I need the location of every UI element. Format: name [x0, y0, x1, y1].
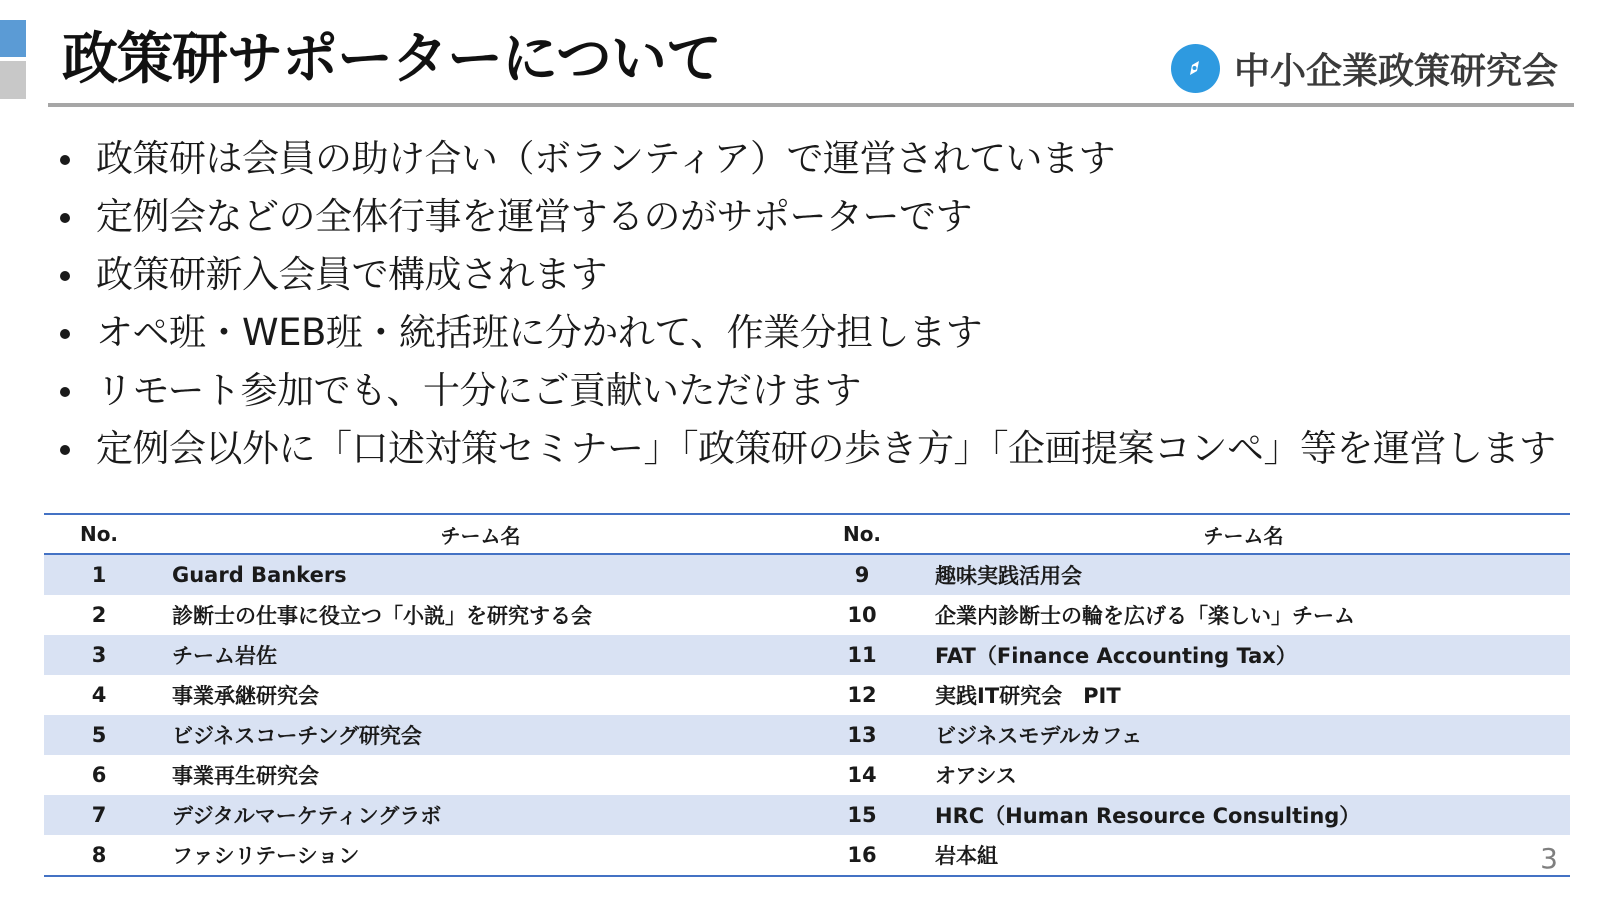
team-name: ビジネスコーチング研究会 [154, 715, 807, 755]
bullet-text: リモート参加でも、十分にご貢献いただけます [96, 369, 862, 412]
team-name: HRC（Human Resource Consulting） [917, 795, 1570, 835]
bullet-dot [60, 329, 70, 339]
team-name: 趣味実践活用会 [917, 554, 1570, 595]
team-name: Guard Bankers [154, 554, 807, 595]
team-number: 4 [44, 675, 154, 715]
team-name: チーム岩佐 [154, 635, 807, 675]
compass-icon [1171, 44, 1220, 93]
team-number: 8 [44, 835, 154, 876]
bullet-item [52, 246, 1556, 304]
bullet-item [52, 362, 1556, 420]
header-team-name-right: チーム名 [917, 514, 1570, 554]
logo-text: 中小企業政策研究会 [1233, 50, 1558, 92]
accent-bar-gray [0, 61, 26, 99]
title-divider [48, 103, 1574, 107]
team-name: 事業承継研究会 [154, 675, 807, 715]
bullet-dot [60, 213, 70, 223]
team-name: 実践IT研究会 PIT [917, 675, 1570, 715]
organization-logo [1171, 42, 1558, 94]
team-number: 11 [807, 635, 917, 675]
team-name: 岩本組 [917, 835, 1570, 876]
table-row [44, 675, 1570, 715]
table-header-row [44, 514, 1570, 554]
team-name: 診断士の仕事に役立つ「小説」を研究する会 [154, 595, 807, 635]
team-name: 企業内診断士の輪を広げる「楽しい」チーム [917, 595, 1570, 635]
table-row [44, 715, 1570, 755]
header-no-left: No. [44, 514, 154, 554]
page-number: 3 [1540, 842, 1558, 875]
team-table [44, 513, 1570, 877]
team-number: 5 [44, 715, 154, 755]
team-number: 3 [44, 635, 154, 675]
accent-bar-blue [0, 20, 26, 57]
team-number: 9 [807, 554, 917, 595]
team-number: 13 [807, 715, 917, 755]
bullet-text: 定例会以外に「口述対策セミナー」「政策研の歩き方」「企画提案コンペ」等を運営します [96, 427, 1556, 470]
team-number: 14 [807, 755, 917, 795]
bullet-dot [60, 271, 70, 281]
team-number: 7 [44, 795, 154, 835]
team-name: デジタルマーケティングラボ [154, 795, 807, 835]
bullet-dot [60, 155, 70, 165]
table-row [44, 755, 1570, 795]
team-number: 16 [807, 835, 917, 876]
table-row [44, 795, 1570, 835]
slide-title: 政策研サポーターについて [62, 27, 721, 92]
bullet-text: オペ班・WEB班・統括班に分かれて、作業分担します [96, 311, 983, 354]
team-number: 2 [44, 595, 154, 635]
header-team-name-left: チーム名 [154, 514, 807, 554]
bullet-text: 政策研は会員の助け合い（ボランティア）で運営されています [96, 137, 1116, 180]
table-row [44, 554, 1570, 595]
bullet-dot [60, 445, 70, 455]
team-number: 15 [807, 795, 917, 835]
bullet-text: 政策研新入会員で構成されます [96, 253, 607, 296]
team-name: FAT（Finance Accounting Tax） [917, 635, 1570, 675]
bullet-text: 定例会などの全体行事を運営するのがサポーターです [96, 195, 972, 238]
bullet-dot [60, 387, 70, 397]
bullet-list [52, 130, 1556, 478]
bullet-item [52, 420, 1556, 478]
team-name: オアシス [917, 755, 1570, 795]
team-number: 1 [44, 554, 154, 595]
team-number: 10 [807, 595, 917, 635]
table-row [44, 595, 1570, 635]
team-name: ビジネスモデルカフェ [917, 715, 1570, 755]
team-name: ファシリテーション [154, 835, 807, 876]
table-row [44, 635, 1570, 675]
header-no-right: No. [807, 514, 917, 554]
team-number: 6 [44, 755, 154, 795]
bullet-item [52, 188, 1556, 246]
table-row [44, 835, 1570, 876]
team-name: 事業再生研究会 [154, 755, 807, 795]
bullet-item [52, 304, 1556, 362]
team-number: 12 [807, 675, 917, 715]
bullet-item [52, 130, 1556, 188]
